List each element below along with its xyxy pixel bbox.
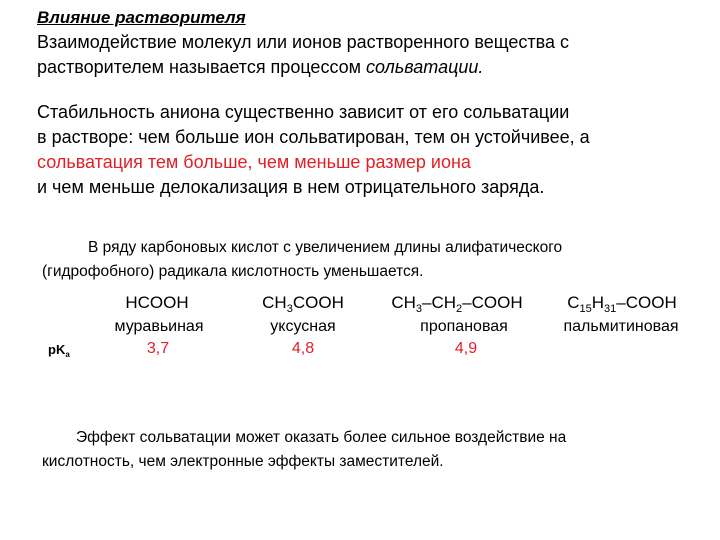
- formula-propanoic-part-1: CH: [391, 293, 416, 312]
- stability-line-3-highlight: сольватация тем больше, чем меньше размер иона: [37, 152, 471, 172]
- pka-label-text: pK: [48, 342, 66, 357]
- pka-label: [48, 342, 70, 357]
- definition-line-1: Взаимодействие молекул или ионов растворенного вещества с: [37, 32, 569, 52]
- formula-acetic-part-2: COOH: [292, 293, 344, 312]
- formula-acetic-sub-1: 3: [286, 303, 293, 315]
- formula-palmitic-part-2: H: [591, 293, 605, 312]
- formula-palmitic: [567, 293, 677, 313]
- pka-label-subscript: a: [65, 350, 70, 359]
- stability-line-4: и чем меньше делокализация в нем отрицательного заряда.: [37, 177, 545, 197]
- formula-propanoic-sub-2: 2: [456, 303, 463, 315]
- slide-heading: Влияние растворителя: [37, 8, 246, 27]
- formula-palmitic-part-3: –COOH: [616, 293, 677, 312]
- name-palmitic: пальмитиновая: [563, 318, 679, 335]
- formula-acetic-part-1: CH: [262, 293, 287, 312]
- effect-line-1: Эффект сольватации может оказать более сильное воздействие на: [76, 429, 567, 446]
- definition-line-2: [37, 55, 569, 80]
- solvation-effect-paragraph: [42, 426, 566, 474]
- formula-propanoic-sub-1: 3: [415, 303, 423, 315]
- solvation-term: сольватации.: [366, 57, 484, 77]
- pka-formic: 3,7: [146, 340, 170, 357]
- stability-line-2: в растворе: чем больше ион сольватирован, тем он устойчивее, а: [37, 127, 590, 147]
- formula-propanoic-part-2: –CH: [422, 293, 457, 312]
- definition-text: растворителем называется процессом: [37, 57, 367, 77]
- formula-formic: HCOOH: [125, 293, 189, 312]
- solvation-definition: [37, 30, 569, 80]
- name-formic: муравьиная: [114, 318, 204, 335]
- acids-line-1: В ряду карбоновых кислот с увеличением длины алифатического: [88, 239, 563, 256]
- anion-stability-paragraph: [37, 100, 590, 200]
- stability-line-1: Стабильность аниона существенно зависит от его сольватации: [37, 102, 570, 122]
- pka-propanoic: 4,9: [454, 340, 478, 357]
- name-propanoic: пропановая: [420, 318, 508, 335]
- formula-palmitic-sub-1: 15: [579, 303, 592, 315]
- formula-palmitic-part-1: C: [567, 293, 580, 312]
- formula-acetic: [262, 293, 344, 313]
- name-acetic: уксусная: [270, 318, 336, 335]
- formula-palmitic-sub-2: 31: [604, 303, 617, 315]
- effect-line-2: кислотность, чем электронные эффекты заместителей.: [42, 453, 444, 470]
- formula-propanoic-part-3: –COOH: [462, 293, 523, 312]
- acids-line-2: (гидрофобного) радикала кислотность уменьшается.: [42, 263, 424, 280]
- pka-acetic: 4,8: [291, 340, 315, 357]
- formula-propanoic: [391, 293, 522, 313]
- carboxylic-acids-paragraph: [42, 236, 562, 284]
